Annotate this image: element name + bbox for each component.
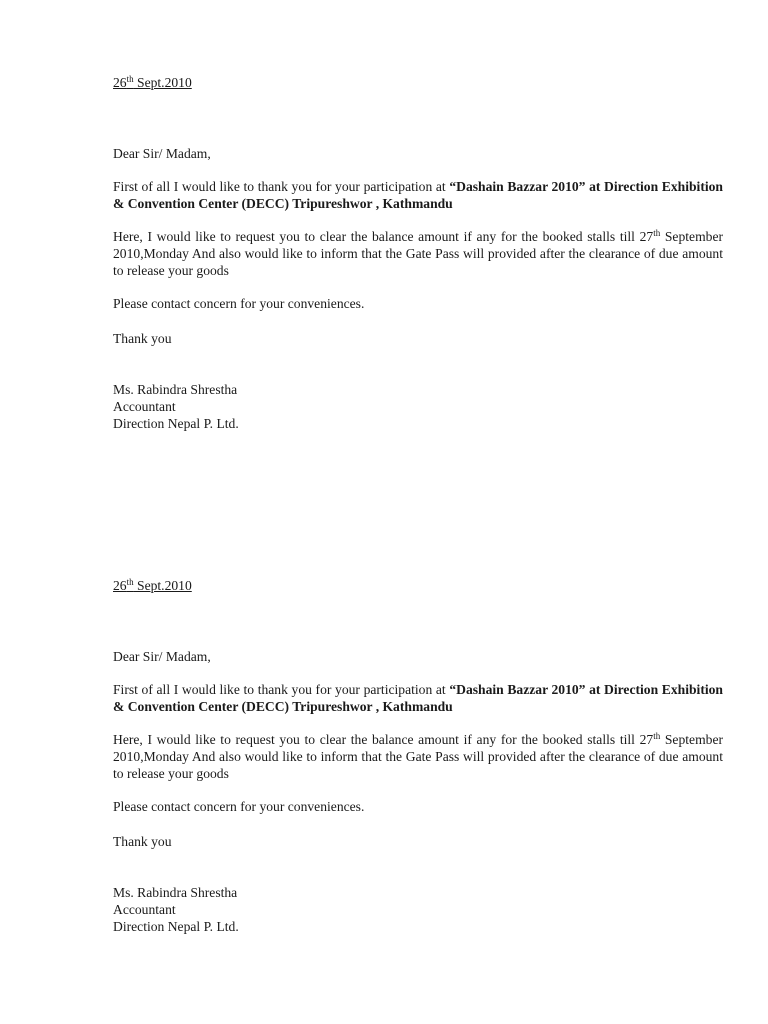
date-month-year: Sept.2010: [133, 578, 192, 593]
date-month-year: Sept.2010: [133, 75, 192, 90]
ordinal-suffix: th: [653, 228, 661, 238]
signatory-company: Direction Nepal P. Ltd.: [113, 919, 239, 934]
signatory-title: Accountant: [113, 902, 176, 917]
paragraph-thanks: [113, 681, 723, 715]
paragraph-thanks: [113, 178, 723, 212]
signatory-name: Ms. Rabindra Shrestha: [113, 885, 238, 900]
paragraph-request: [113, 731, 723, 782]
closing: Thank you: [113, 331, 172, 346]
signature-block: [113, 381, 723, 432]
date-day: 26: [113, 578, 127, 593]
paragraph-contact: Please contact concern for your conveniences.: [113, 799, 365, 814]
ordinal-suffix: th: [653, 731, 661, 741]
signature-block: [113, 884, 723, 935]
letter-1: [113, 74, 723, 432]
paragraph-request-rest: September 2010,Monday And also would like to inform that the Gate Pass will provided after the clearance of due amount to release your goods: [113, 732, 724, 781]
paragraph-thanks-lead: First of all I would like to thank you for your participation at: [113, 179, 450, 194]
signatory-title: Accountant: [113, 399, 176, 414]
letter-date: [113, 577, 723, 594]
paragraph-request-lead: Here, I would like to request you to clear the balance amount if any for the booked stalls till 27: [113, 732, 654, 747]
event-name: “Dashain Bazzar 2010” at Direction Exhibition & Convention Center (DECC) Tripureshwor , Kathmandu: [113, 682, 723, 714]
closing: Thank you: [113, 834, 172, 849]
letter-date: [113, 74, 723, 91]
paragraph-request-rest: September 2010,Monday And also would like to inform that the Gate Pass will provided after the clearance of due amount to release your goods: [113, 229, 724, 278]
paragraph-thanks-lead: First of all I would like to thank you for your participation at: [113, 682, 450, 697]
letter-2: [113, 577, 723, 935]
date-suffix: th: [126, 577, 134, 587]
salutation: Dear Sir/ Madam,: [113, 146, 211, 161]
date-suffix: th: [126, 74, 134, 84]
salutation: Dear Sir/ Madam,: [113, 649, 211, 664]
signatory-company: Direction Nepal P. Ltd.: [113, 416, 239, 431]
paragraph-contact: Please contact concern for your conveniences.: [113, 296, 365, 311]
paragraph-request-lead: Here, I would like to request you to clear the balance amount if any for the booked stalls till 27: [113, 229, 654, 244]
event-name: “Dashain Bazzar 2010” at Direction Exhibition & Convention Center (DECC) Tripureshwor , Kathmandu: [113, 179, 723, 211]
date-day: 26: [113, 75, 127, 90]
paragraph-request: [113, 228, 723, 279]
signatory-name: Ms. Rabindra Shrestha: [113, 382, 238, 397]
